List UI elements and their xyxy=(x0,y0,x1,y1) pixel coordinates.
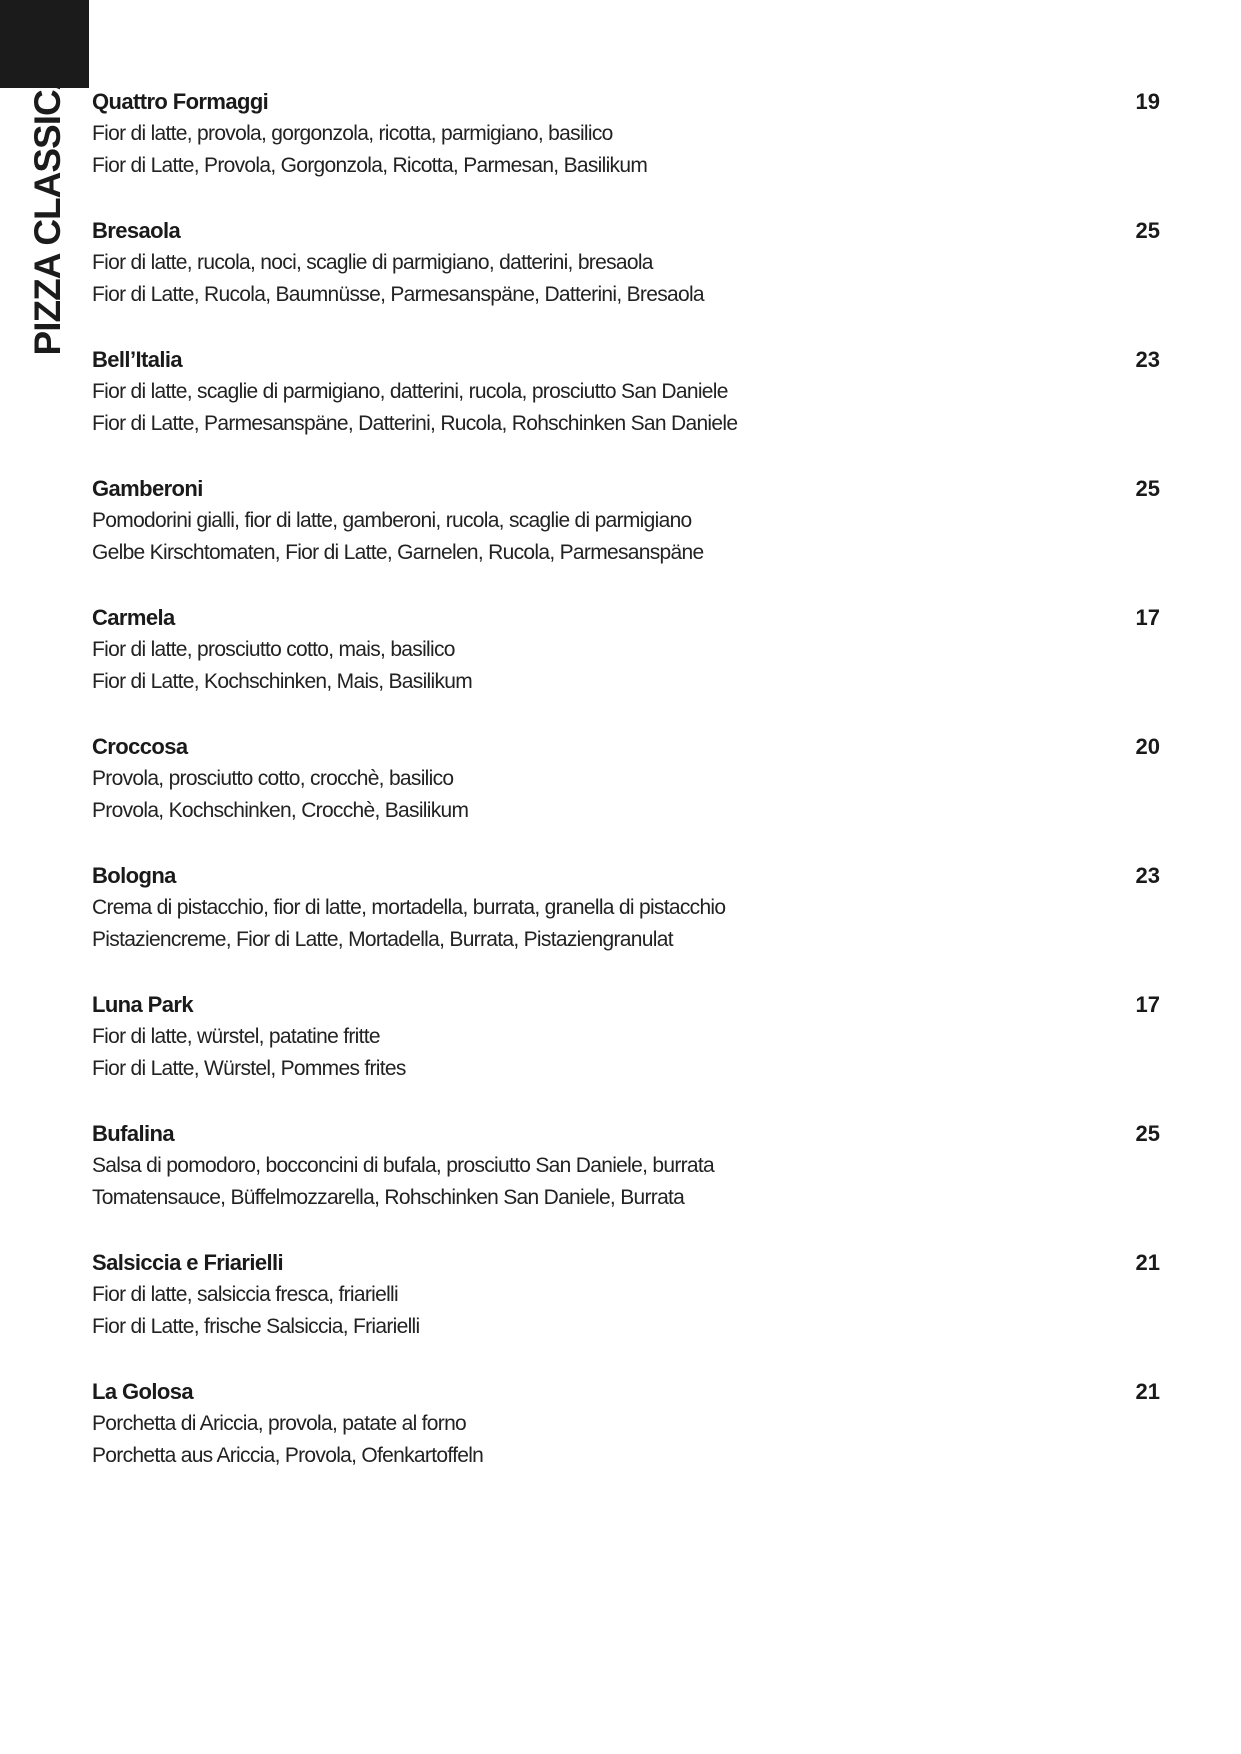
item-price: 23 xyxy=(1135,863,1160,888)
menu-item xyxy=(92,1247,1160,1376)
item-name: Bell’Italia xyxy=(92,347,182,372)
item-desc-it: Fior di latte, würstel, patatine fritte xyxy=(92,1025,380,1048)
item-name: Quattro Formaggi xyxy=(92,89,269,114)
menu-item xyxy=(92,602,1160,731)
menu-list xyxy=(92,86,1160,1505)
item-desc-de: Provola, Kochschinken, Crocchè, Basilikum xyxy=(92,799,469,822)
item-name: Gamberoni xyxy=(92,476,203,501)
menu-item xyxy=(92,1118,1160,1247)
item-price: 19 xyxy=(1135,89,1160,114)
item-price: 25 xyxy=(1135,218,1160,243)
item-desc-it: Fior di latte, provola, gorgonzola, ricotta, parmigiano, basilico xyxy=(92,122,613,145)
item-name: Salsiccia e Friarielli xyxy=(92,1250,284,1275)
item-desc-de: Tomatensauce, Büffelmozzarella, Rohschinken San Daniele, Burrata xyxy=(92,1186,685,1209)
item-desc-it: Fior di latte, salsiccia fresca, friarielli xyxy=(92,1283,398,1306)
item-desc-it: Pomodorini gialli, fior di latte, gamberoni, rucola, scaglie di parmigiano xyxy=(92,509,692,532)
menu-item xyxy=(92,731,1160,860)
item-desc-it: Fior di latte, prosciutto cotto, mais, basilico xyxy=(92,638,455,661)
item-desc-de: Pistaziencreme, Fior di Latte, Mortadella, Burrata, Pistaziengranulat xyxy=(92,928,673,951)
section-title: PIZZA CLASSICA xyxy=(27,64,68,356)
item-name: La Golosa xyxy=(92,1379,193,1404)
item-name: Bufalina xyxy=(92,1121,174,1146)
item-desc-it: Porchetta di Ariccia, provola, patate al forno xyxy=(92,1412,467,1435)
menu-item xyxy=(92,1376,1160,1505)
item-desc-it: Fior di latte, scaglie di parmigiano, datterini, rucola, prosciutto San Daniele xyxy=(92,380,728,403)
item-desc-de: Gelbe Kirschtomaten, Fior di Latte, Garnelen, Rucola, Parmesanspäne xyxy=(92,541,704,564)
item-desc-de: Fior di Latte, Würstel, Pommes frites xyxy=(92,1057,406,1080)
item-name: Croccosa xyxy=(92,734,188,759)
item-desc-de: Fior di Latte, Parmesanspäne, Datterini, Rucola, Rohschinken San Daniele xyxy=(92,412,738,435)
item-price: 17 xyxy=(1135,605,1160,630)
item-desc-de: Fior di Latte, Kochschinken, Mais, Basilikum xyxy=(92,670,473,693)
item-desc-it: Crema di pistacchio, fior di latte, mortadella, burrata, granella di pistacchio xyxy=(92,896,726,919)
menu-item xyxy=(92,989,1160,1118)
menu-item xyxy=(92,344,1160,473)
item-name: Bologna xyxy=(92,863,176,888)
item-price: 17 xyxy=(1135,992,1160,1017)
item-desc-de: Fior di Latte, Provola, Gorgonzola, Ricotta, Parmesan, Basilikum xyxy=(92,154,648,177)
item-price: 21 xyxy=(1135,1379,1160,1404)
menu-item xyxy=(92,860,1160,989)
item-desc-de: Fior di Latte, frische Salsiccia, Friarielli xyxy=(92,1315,420,1338)
item-price: 25 xyxy=(1135,476,1160,501)
menu-item xyxy=(92,215,1160,344)
item-desc-it: Provola, prosciutto cotto, crocchè, basilico xyxy=(92,767,454,790)
item-price: 25 xyxy=(1135,1121,1160,1146)
item-name: Bresaola xyxy=(92,218,181,243)
item-price: 21 xyxy=(1135,1250,1160,1275)
item-desc-de: Fior di Latte, Rucola, Baumnüsse, Parmesanspäne, Datterini, Bresaola xyxy=(92,283,704,306)
menu-item xyxy=(92,473,1160,602)
item-price: 20 xyxy=(1135,734,1160,759)
menu-item xyxy=(92,86,1160,215)
item-desc-it: Fior di latte, rucola, noci, scaglie di parmigiano, datterini, bresaola xyxy=(92,251,653,274)
item-name: Carmela xyxy=(92,605,175,630)
item-price: 23 xyxy=(1135,347,1160,372)
item-desc-de: Porchetta aus Ariccia, Provola, Ofenkartoffeln xyxy=(92,1444,484,1467)
item-name: Luna Park xyxy=(92,992,193,1017)
item-desc-it: Salsa di pomodoro, bocconcini di bufala, prosciutto San Daniele, burrata xyxy=(92,1154,715,1177)
